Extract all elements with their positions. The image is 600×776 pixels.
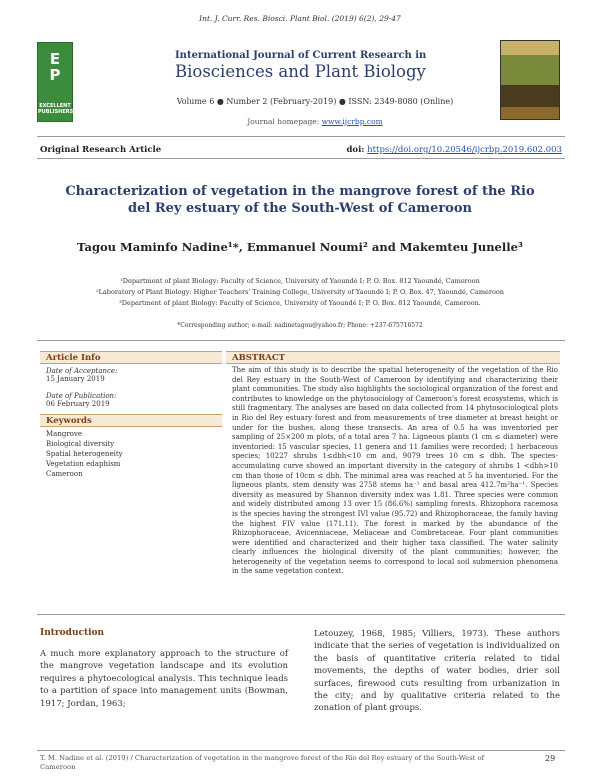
journal-cover-image bbox=[500, 40, 560, 120]
doi bbox=[346, 145, 562, 155]
keyword-item: Mangrove bbox=[46, 430, 82, 438]
keyword-item: Cameroon bbox=[46, 470, 83, 478]
journal-homepage bbox=[150, 117, 480, 126]
journal-name: Biosciences and Plant Biology bbox=[175, 62, 426, 81]
authors: Tagou Maminfo Nadine¹*, Emmanuel Noumi² and Makemteu Junelle³ bbox=[77, 240, 523, 254]
logo-letters: E P bbox=[49, 50, 61, 84]
article-type: Original Research Article bbox=[40, 145, 162, 155]
corresponding-author: *Corresponding author; e-mail: nadinetagou@yahoo.fr; Phone: +237-675716572 bbox=[177, 322, 423, 329]
introduction-col2: Letouzey, 1968, 1985; Villiers, 1973). These authors indicate that the series of vegetation is individualized on the basis of quantitative criteria related to tidal movements, the depths of water bodies, drier soil surfaces, firewood cuts resulting from urbanization in the city; and by qualitative criteria related to the zonation of plant groups. bbox=[314, 629, 560, 714]
article-info-panel bbox=[40, 351, 222, 479]
doi-rule bbox=[37, 158, 565, 159]
footer-rule bbox=[37, 750, 565, 751]
logo-text: EXCELLENT PUBLISHERS bbox=[38, 103, 74, 115]
keywords-list bbox=[40, 429, 222, 479]
homepage-link[interactable]: www.ijcrbp.com bbox=[321, 117, 383, 126]
page-number: 29 bbox=[545, 754, 556, 763]
abstract-heading: ABSTRACT bbox=[226, 351, 560, 364]
affiliation-3: ³Department of plant Biology: Faculty of Science, University of Yaoundé I; P. O. Box. 812 Yaoundé, Cameroon. bbox=[119, 299, 481, 307]
keyword-item: Spatial heterogeneity bbox=[46, 450, 123, 458]
running-header: Int. J. Curr. Res. Biosci. Plant Biol. (2019) 6(2), 29-47 bbox=[199, 14, 401, 23]
affiliations bbox=[40, 276, 560, 309]
publication-date: 06 February 2019 bbox=[46, 400, 110, 408]
introduction-col1: A much more explanatory approach to the structure of the mangrove vegetation landscape and its evolution requires a phytoecological analysis. This technique leads to a partition of space into management units (Bowman, 1917; Jordan, 1963; bbox=[40, 649, 288, 709]
abstract-rule bbox=[37, 614, 565, 615]
abstract-text: The aim of this study is to describe the spatial heterogeneity of the vegetation of the Rio del Rey estuary in the South-West of Cameroon by identifying and characterizing their plant communities. The study also highlights the sociological organization of the forest and contributes to knowledge on the phytosociology of Cameroon's forest ecosystems, which is still fragmentary. The analyses are based on data collected from 14 phytosociological plots in Rio del Rey estuary forest and from measurements of tree diameter at breast height or under for the bushes, along these transects. An area of 0.5 ha was inventoried per sampling of 25×200 m plots, of a total area 7 ha. Ligneous plants (1 cm ≤ diameter) were inventoried: 15 vascular species, 11 genera and 11 families were recorded; 1 herbaceous species; 10227 shrubs 1≤dbh<10 cm and, 9079 trees 10 cm ≤ dbh. The species-accumulating curve showed an important diversity in the category of shrubs 1 <dbh>10 cm than those of 10cm ≤ dbh. The minimal area was reached at 5 ha inventoried. For the ligneous plants, stem density was 2758 stems ha⁻¹ and basal area 412.7m²ha⁻¹. Species diversity as measured by Shannon diversity index was 1.81. Three species were common and widely distributed among 13 over 15 (86.6%) sampling forests. Rhizophora racemosa is the species having the strongest IVI value (95.72) and Rhizophoraceae, the family having the highest FIV value (171.11). The forest is marked by the abundance of the Rhizophoraceae, Avicenniaceae, Meliaceae and Combretaceae. Four plant communities were identified and characterized and their higher taxa classified. The water salinity clearly influences the biological diversity of the plant communities; however, the heterogeneity of the vegetation seems to correspond to local soil submersion phenomena in the same vegetation context. bbox=[232, 366, 558, 576]
article-title: Characterization of vegetation in the mangrove forest of the Rio del Rey estuary of the South-West of Cameroon bbox=[65, 184, 535, 216]
header-rule bbox=[37, 136, 565, 137]
journal-prefix: International Journal of Current Research in bbox=[175, 50, 427, 61]
homepage-label: Journal homepage: bbox=[247, 117, 322, 126]
info-rule bbox=[37, 340, 565, 341]
acceptance-date: 15 January 2019 bbox=[46, 375, 105, 383]
affiliation-1: ¹Department of plant Biology: Faculty of Science, University of Yaoundé I; P. O. Box. 812 Yaoundé, Cameroon bbox=[120, 277, 480, 285]
keyword-item: Vegetation edaphism bbox=[46, 460, 121, 468]
doi-label: doi: bbox=[346, 145, 365, 155]
acceptance-label: Date of Acceptance: bbox=[46, 367, 118, 375]
introduction-heading: Introduction bbox=[40, 628, 105, 638]
affiliation-2: ²Laboratory of Plant Biology: Higher Teachers' Training College, University of Yaoundé I; P. O. Box. 47, Yaoundé, Cameroon bbox=[96, 288, 504, 296]
keywords-heading: Keywords bbox=[40, 414, 222, 427]
doi-link[interactable]: https://doi.org/10.20546/ijcrbp.2019.602.003 bbox=[367, 145, 562, 155]
publication-label: Date of Publication: bbox=[46, 392, 117, 400]
volume-line: Volume 6 ● Number 2 (February-2019) ● ISSN: 2349-8080 (Online) bbox=[176, 97, 454, 106]
article-info-heading: Article Info bbox=[40, 351, 222, 364]
footer-citation: T. M. Nadine et al. (2019) / Characterization of vegetation in the mangrove forest of the Rio del Rey estuary of the South-West of Cameroon bbox=[40, 754, 485, 771]
keyword-item: Biological diversity bbox=[46, 440, 115, 448]
publisher-logo bbox=[37, 42, 73, 122]
